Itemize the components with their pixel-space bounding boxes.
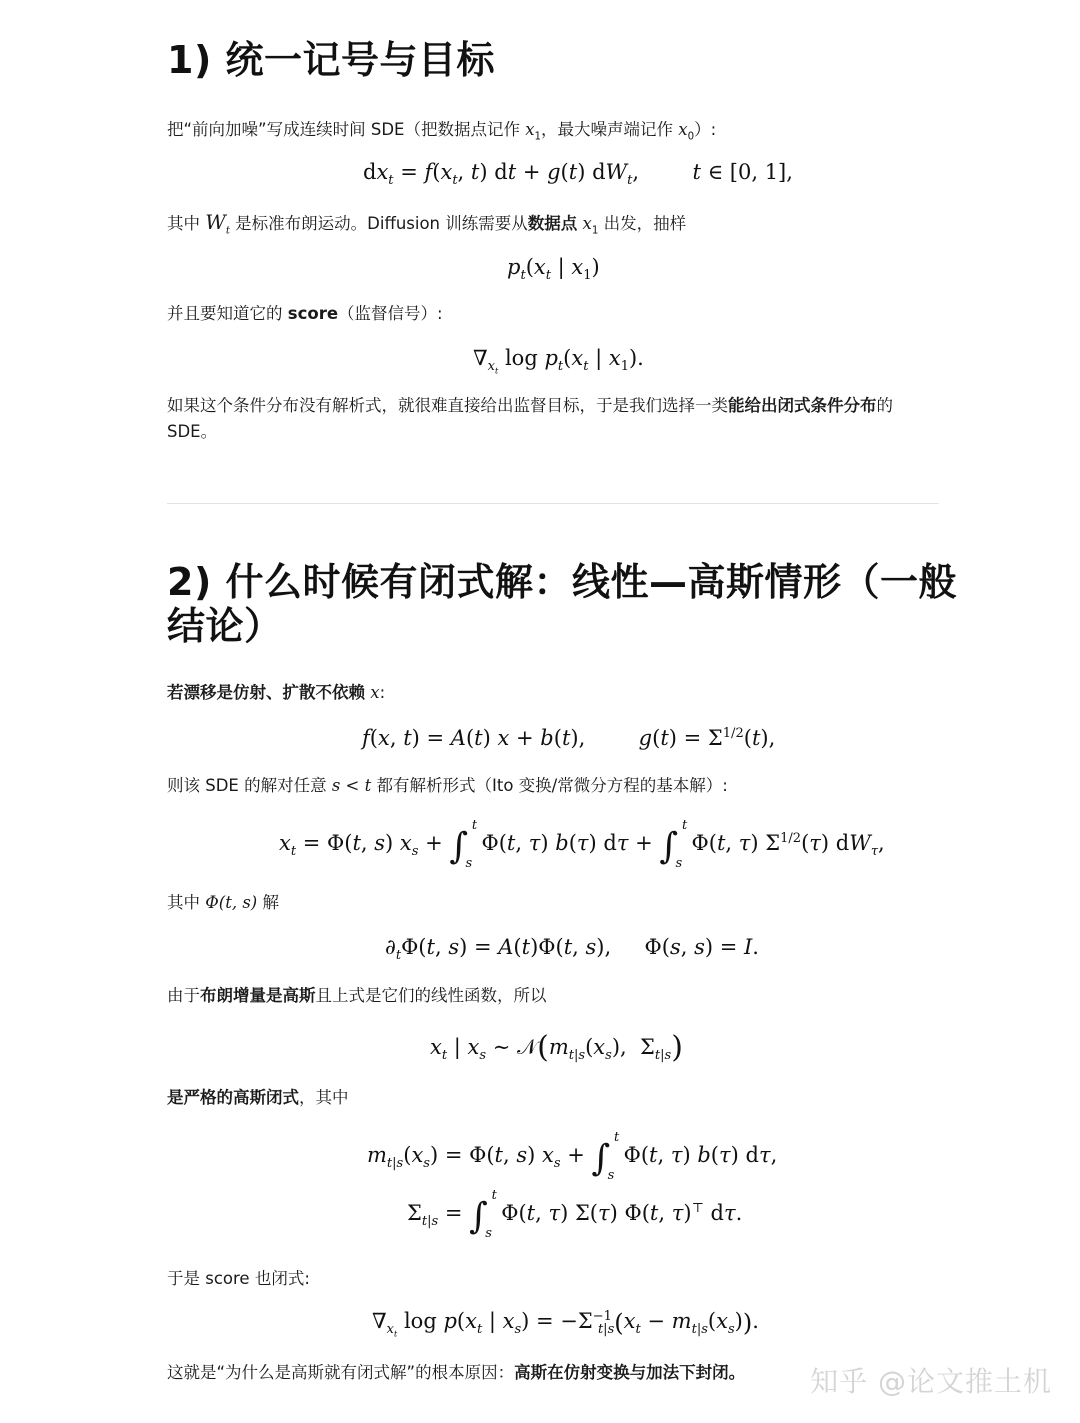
p2-mid: 是标准布朗运动。Diffusion 训练需要从 (229, 214, 528, 233)
s2-p5-bold: 是严格的高斯闭式 (167, 1088, 299, 1107)
p2-prefix: 其中 (167, 214, 206, 233)
p4-line2: SDE。 (167, 422, 218, 441)
section-2-title-line-1: 2) 什么时候有闭式解：线性—高斯情形（一般 (167, 560, 958, 604)
s2-p4-suffix: 且上式是它们的线性函数，所以 (315, 986, 547, 1005)
s2-p3-suffix: 解 (257, 893, 279, 912)
section-1-paragraph-2: 其中 $W_t$ 是标准布朗运动。Diffusion 训练需要从数据点 $x_1$ 出发，抽样 (167, 210, 687, 237)
s2-p2-suffix: 都有解析形式（Ito 变换/常微分方程的基本解）: (371, 776, 728, 795)
s2-p2-prefix: 则该 SDE 的解对任意 (167, 776, 332, 795)
equation-mean: $m_{t|s}(x_s) = \Phi(t$, s) $x_s$ + ∫ t s Φ(t, τ) b(τ) dτ, (367, 1130, 778, 1183)
p4-suffix: 的 (876, 396, 893, 415)
s2-p1-bold: 若漂移是仿射、扩散不依赖 (167, 683, 365, 702)
section-divider (167, 503, 939, 504)
equation-sde: $dx_t = f(x_t$, t) dt + g(t) $dW_t$, t ∈ [0, 1], (363, 160, 793, 189)
section-2-title (167, 560, 957, 648)
s2-p7-bold: 高斯在仿射变换与加法下封闭。 (514, 1363, 746, 1382)
equation-score: $\nabla_{x_t}$ $\log p_t(x_t$ | $x_1$). (473, 346, 644, 376)
section-2-paragraph-3: 其中 Φ(t, s) 解 (167, 893, 279, 912)
section-1-title: 1) 统一记号与目标 (167, 38, 496, 82)
p3-prefix: 并且要知道它的 (167, 304, 288, 323)
equation-gaussian: $x_t$ | $x_s$ ∼ $𝒩(m_{t|s}(x_s)$, $\Sigma_{t|s}$) (430, 1030, 683, 1065)
s2-p3-prefix: 其中 (167, 893, 206, 912)
section-2-paragraph-5 (167, 1085, 349, 1111)
p1-suffix: ）: (694, 120, 717, 139)
section-2-paragraph-1: 若漂移是仿射、扩散不依赖 x: (167, 683, 386, 702)
equation-phi: $\partial_t\Phi(t$, s) = A(t)Φ(t, s), Φ(s, s) = I. (385, 935, 759, 964)
s2-p4-bold: 布朗增量是高斯 (200, 986, 316, 1005)
p1-prefix: 把“前向加噪”写成连续时间 SDE（把数据点记作 (167, 120, 526, 139)
equation-affine: f(x, t) = A(t) x + b(t), $g(t) = \Sigma^{1/2}(t)$, (362, 726, 776, 750)
p4-bold: 能给出闭式条件分布 (728, 396, 877, 415)
equation-covariance: $\Sigma_{t|s}$ = ∫ t s Φ(t, τ) Σ(τ) Φ(t, τ)⊤ dτ. (407, 1188, 743, 1241)
s2-p5-suffix: ，其中 (299, 1088, 349, 1107)
p3-suffix: （监督信号）: (338, 304, 443, 323)
s2-p7-prefix: 这就是“为什么是高斯就有闭式解”的根本原因： (167, 1363, 515, 1382)
section-2-paragraph-2: 则该 SDE 的解对任意 s < t 都有解析形式（Ito 变换/常微分方程的基本解）: (167, 776, 728, 795)
watermark: 知乎 @论文推土机 (810, 1365, 1052, 1398)
section-2-paragraph-7 (167, 1360, 745, 1386)
section-2-paragraph-6: 于是 score 也闭式: (167, 1269, 310, 1288)
section-1-paragraph-1: 把“前向加噪”写成连续时间 SDE（把数据点记作 $x_1$，最大噪声端记作 $x_0$）: (167, 120, 717, 143)
section-1-paragraph-4 (167, 393, 947, 445)
equation-solution: $x_t = \Phi(t$, s) $x_s$ + ∫ t s Φ(t, τ) b(τ) dτ + ∫ t s Φ(t, τ) $\Sigma^{1/2}(\tau)$ $dW_\tau$, (279, 818, 885, 871)
p2-suffix: 出发，抽样 (598, 214, 687, 233)
equation-score-closed: $\nabla_{x_t}$ $\log p(x_t$ | $x_s) = -\Sigma^{-1}_{t|s}(x_t - m_{t|s}(x_s))$. (372, 1309, 759, 1339)
s2-p4-prefix: 由于 (167, 986, 200, 1005)
s2-p1-suffix: : (379, 683, 386, 702)
equation-conditional: $p_t(x_t$ | $x_1$) (507, 255, 600, 284)
p3-bold: score (287, 304, 339, 323)
p1-mid: ，最大噪声端记作 (541, 120, 679, 139)
section-2-paragraph-4 (167, 983, 547, 1009)
p2-bold: 数据点 (527, 214, 578, 233)
section-1-paragraph-3 (167, 301, 443, 327)
p4-prefix: 如果这个条件分布没有解析式，就很难直接给出监督目标，于是我们选择一类 (167, 396, 728, 415)
section-2-title-line-2: 结论） (167, 604, 283, 648)
